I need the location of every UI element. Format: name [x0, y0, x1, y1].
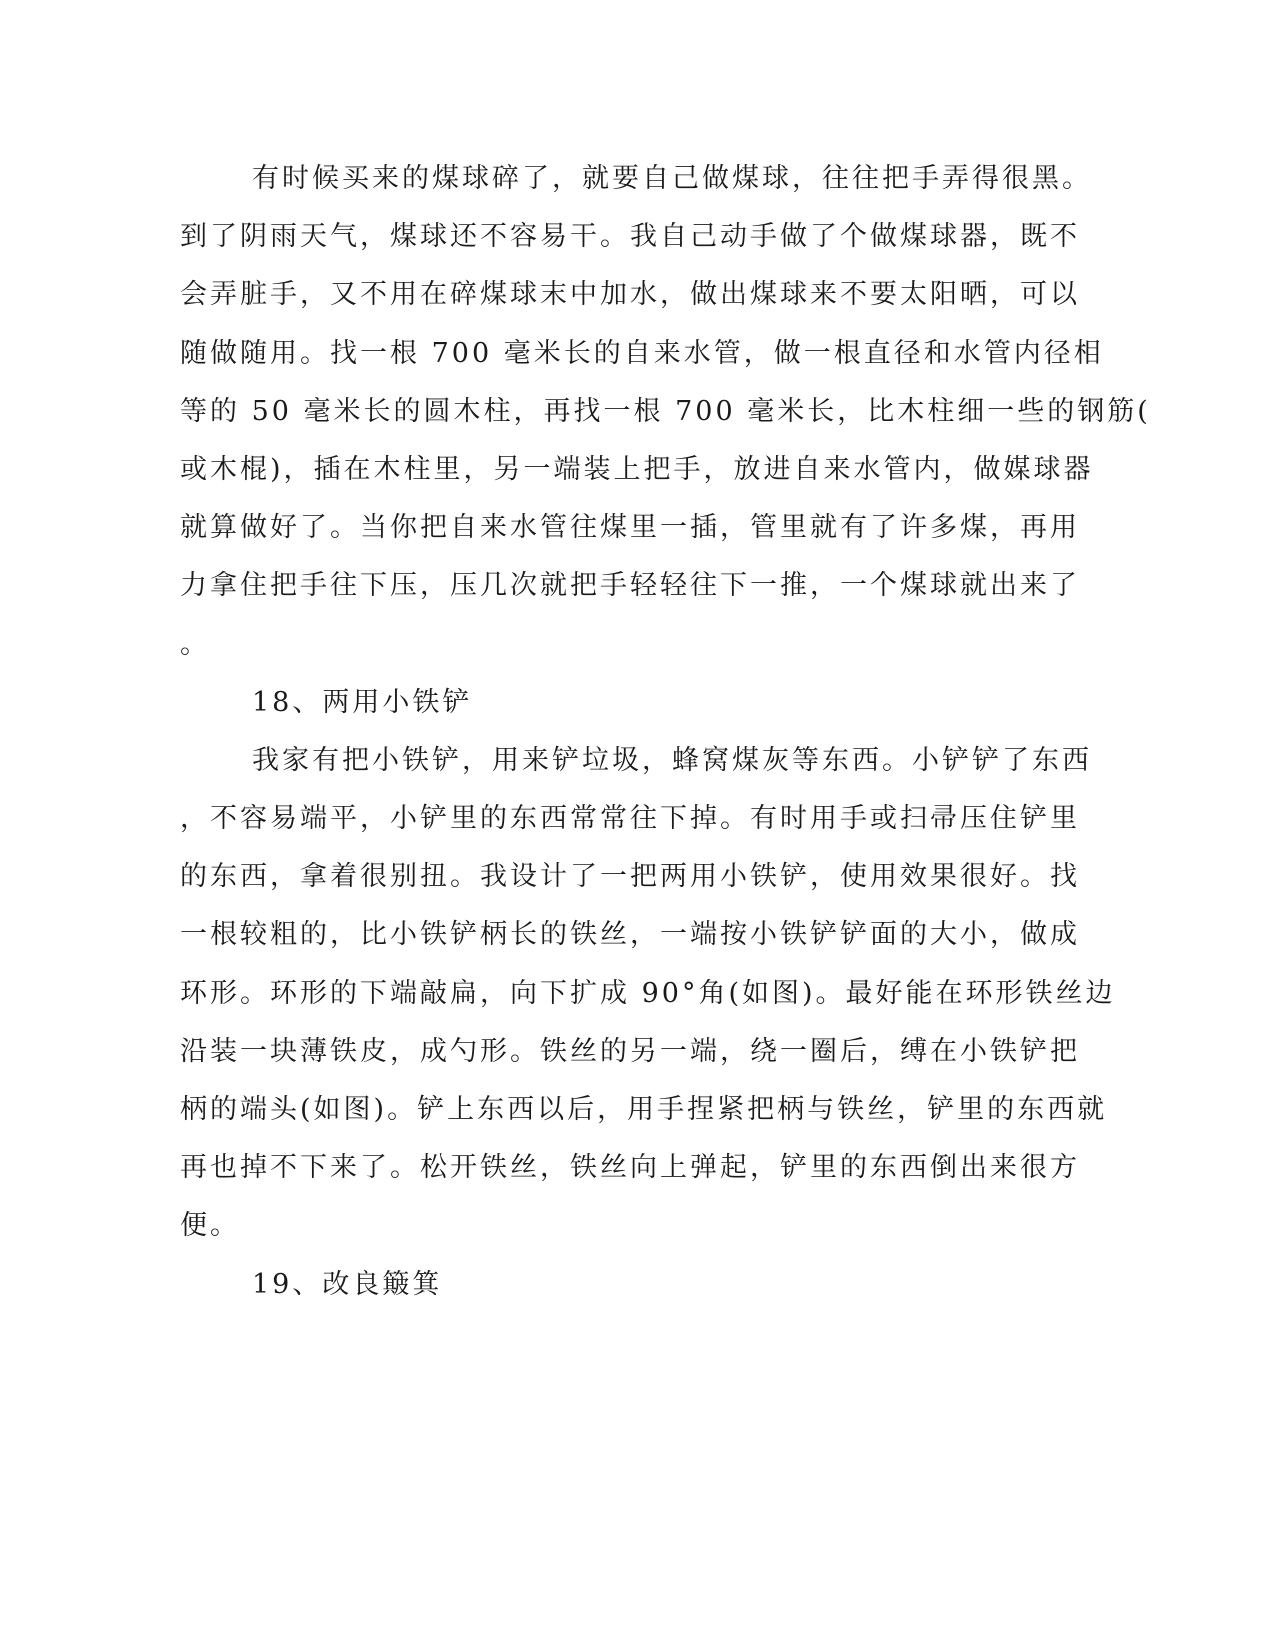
text-line: 便。: [180, 1210, 240, 1242]
text-line: 沿装一块薄铁皮，成勺形。铁丝的另一端，绕一圈后，缚在小铁铲把: [180, 1035, 1080, 1067]
text-line: 力拿住把手往下压，压几次就把手轻轻往下一推，一个煤球就出来了: [180, 570, 1080, 602]
paragraph-coal-ball-maker: [180, 150, 1151, 674]
text-line: 的东西，拿着很别扭。我设计了一把两用小铁铲，使用效果很好。找: [180, 861, 1080, 893]
text-line: 我家有把小铁铲，用来铲垃圾，蜂窝煤灰等东西。小铲铲了东西: [252, 744, 1092, 776]
text-line: 。: [180, 628, 210, 660]
paragraph-dual-use-shovel: [180, 732, 1116, 1256]
text-line: 一根较粗的，比小铁铲柄长的铁丝，一端按小铁铲铲面的大小，做成: [180, 919, 1080, 951]
section-heading: 19、改良簸箕: [252, 1268, 443, 1300]
heading-18: [180, 674, 1040, 732]
text-line: 到了阴雨天气，煤球还不容易干。我自己动手做了个做煤球器，既不: [180, 221, 1080, 253]
document-body: [180, 150, 1151, 1314]
text-line: 等的 50 毫米长的圆木柱，再找一根 700 毫米长，比木柱细一些的钢筋(: [180, 395, 1151, 427]
heading-19: [180, 1256, 1040, 1314]
text-line: 或木棍)，插在木柱里，另一端装上把手，放进自来水管内，做媒球器: [180, 453, 1094, 485]
text-line: 再也掉不下来了。松开铁丝，铁丝向上弹起，铲里的东西倒出来很方: [180, 1152, 1080, 1184]
text-line: ，不容易端平，小铲里的东西常常往下掉。有时用手或扫帚压住铲里: [180, 803, 1080, 835]
text-line: 环形。环形的下端敲扁，向下扩成 90°角(如图)。最好能在环形铁丝边: [180, 977, 1116, 1009]
text-line: 有时候买来的煤球碎了，就要自己做煤球，往往把手弄得很黑。: [252, 163, 1092, 194]
document-page: [180, 150, 1151, 1314]
section-heading: 18、两用小铁铲: [252, 686, 473, 718]
text-line: 会弄脏手，又不用在碎煤球末中加水，做出煤球来不要太阳晒，可以: [180, 279, 1080, 311]
text-line: 随做随用。找一根 700 毫米长的自来水管，做一根直径和水管内径相: [180, 337, 1104, 369]
text-line: 柄的端头(如图)。铲上东西以后，用手捏紧把柄与铁丝，铲里的东西就: [180, 1094, 1108, 1125]
text-line: 就算做好了。当你把自来水管往煤里一插，管里就有了许多煤，再用: [180, 512, 1080, 544]
